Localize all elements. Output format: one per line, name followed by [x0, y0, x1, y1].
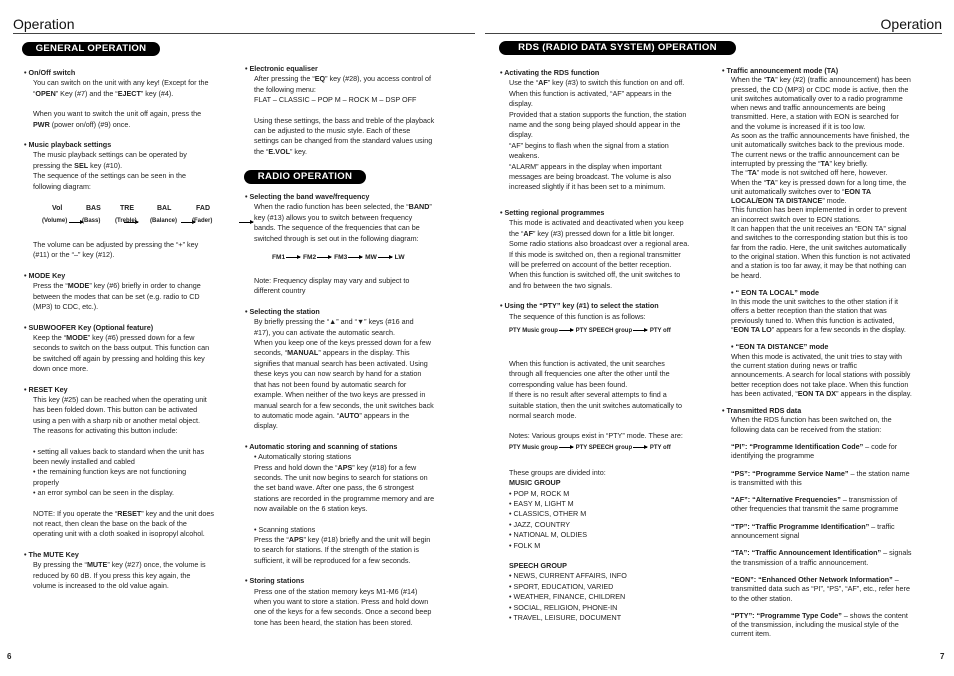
arrow-icon — [348, 257, 362, 258]
text: Using these settings, the bass and treble of the playback — [254, 115, 435, 125]
list-item: • POP M, ROCK M — [509, 488, 570, 498]
text: Note: Frequency display may vary and subject to — [254, 276, 410, 286]
text: transmitted data such as “PI”, “PS”, “AF”, etc., refer here — [731, 584, 910, 594]
text: far from the radio. Here, the unit switches automatically — [731, 242, 907, 252]
text: weakens. — [509, 151, 540, 161]
text: interrupted by pressing the “TA” key briefly. — [731, 158, 868, 168]
pty-speech-group: PTY SPEECH group — [575, 445, 633, 451]
text: After pressing the “EQ” key (#28), you access control of — [254, 74, 431, 84]
heading-auto-store: • Automatic storing and scanning of stations — [245, 441, 398, 451]
text: • Automatically storing stations — [254, 452, 352, 462]
text: between the modes that can be set (e.g. radio to CD — [33, 291, 200, 301]
text: suitable station, then the unit switches automatically to — [509, 400, 682, 410]
section-general-operation: GENERAL OPERATION — [22, 42, 160, 56]
band-lw: LW — [394, 254, 405, 261]
text: bands. The sequence of the frequencies that can be — [254, 223, 420, 233]
text: now available on the 6 station keys. — [254, 504, 368, 514]
text: through all frequencies one after the other until the — [509, 369, 670, 379]
list-item: • SOCIAL, RELIGION, PHONE-IN — [509, 602, 618, 612]
text: When this function is activated, the unit searches — [509, 358, 665, 368]
heading-music-playback: • Music playback settings — [24, 140, 112, 150]
text: one of the keys for a few seconds. Once a second beep — [254, 607, 432, 617]
text: identifying the programme — [731, 451, 815, 461]
heading-reset: • RESET Key — [24, 384, 68, 394]
heading-traffic: • Traffic announcement mode (TA) — [722, 66, 839, 75]
text: These groups are divided into: — [509, 467, 606, 477]
list-item: • FOLK M — [509, 540, 541, 550]
pty-off: PTY off — [649, 445, 671, 451]
band-sequence-diagram — [272, 254, 405, 261]
text: The current news or the traffic announcement can be — [731, 149, 900, 159]
text: “EON TA LO” appears for a few seconds in the display. — [731, 325, 906, 335]
heading-mute: • The MUTE Key — [24, 549, 79, 559]
band-fm2: FM2 — [303, 254, 317, 261]
arrow-icon — [559, 330, 573, 331]
pty-sequence-diagram-2 — [509, 445, 671, 451]
column-equaliser — [245, 64, 460, 157]
text: following data can be received from the station: — [731, 424, 882, 434]
text: the “E.VOL” key. — [254, 146, 308, 156]
text: If there is no result after several attempts to find a — [509, 390, 667, 400]
text: When this mode is activated, the unit tries to stay with — [731, 351, 902, 361]
text: The reasons for activating this button include: — [33, 426, 178, 436]
text: seconds to switch on the bass output. This function can — [33, 343, 210, 353]
text: Provided that a station supports the function, the station — [509, 109, 687, 119]
text: down once more. — [33, 364, 89, 374]
list-item: • NATIONAL M, OLDIES — [509, 530, 587, 540]
text: tone has been heard, the station has been stored. — [254, 617, 413, 627]
list-item: • NEWS, CURRENT AFFAIRS, INFO — [509, 571, 627, 581]
pty-music-group: PTY Music group — [509, 445, 558, 451]
text: In this mode the unit switches to the other station if it — [731, 297, 898, 307]
arrow-icon — [286, 257, 300, 258]
page-title-right: Operation — [880, 16, 942, 32]
text: When the RDS function has been switched on, the — [731, 415, 892, 425]
heading-band: • Selecting the band wave/frequency — [245, 192, 370, 201]
eq-key-fad: FAD — [196, 205, 210, 212]
text: When you want to switch the unit off again, press the — [33, 109, 202, 119]
text: to automatic mode again. “AUTO” appears in the — [254, 410, 410, 420]
arrow-icon — [69, 222, 83, 223]
text: volume is increased to the old value again. — [33, 581, 169, 591]
list-item: • CLASSICS, OTHER M — [509, 509, 587, 519]
text: when you want to store a station. Press and hold down — [254, 597, 429, 606]
rds-code-pty: “PTY”: “Programme Type Code” – shows the content — [731, 610, 908, 620]
text: using a pen with a sharp nib or another metal object. — [33, 415, 201, 425]
text: and switches to the corresponding station but this is too — [731, 233, 908, 243]
heading-equaliser: • Electronic equaliser — [245, 64, 318, 73]
text: offers a better reception than the station that was — [731, 306, 887, 316]
pty-speech-group: PTY SPEECH group — [575, 328, 633, 334]
arrow-icon — [559, 447, 573, 448]
page-number-left: 6 — [7, 652, 12, 661]
text: stations are recorded in the programme memory and are — [254, 493, 435, 503]
text: Press the “MODE” key (#6) briefly in order to change — [33, 281, 201, 291]
pty-sequence-diagram — [509, 328, 671, 334]
text: name and the song being played should appear in the — [509, 120, 681, 130]
list-item: • EASY M, LIGHT M — [509, 499, 574, 508]
text: can be adjusted to the music style. Each of these — [254, 126, 411, 136]
heading-storing: • Storing stations — [245, 576, 305, 586]
text: Keep the “MODE” key (#6) pressed down for a few — [33, 332, 195, 342]
section-radio-operation: RADIO OPERATION — [244, 170, 366, 184]
text: of the transmission, including the musical style of the — [731, 620, 899, 630]
text: to search for stations. If the strength of the station is — [254, 545, 420, 555]
text: • the remaining function keys are not functioning — [33, 467, 187, 477]
text: example. When neither of the two keys are pressed in — [254, 390, 426, 400]
text: better reception does not take place. When this function — [731, 379, 909, 389]
text: When this function is activated, “AF” appears in the — [509, 88, 672, 98]
text: display. — [254, 421, 278, 431]
text: the following menu: — [254, 84, 316, 94]
band-fm1: FM1 — [272, 254, 286, 261]
text: not react, then clean the base on the back of the — [33, 519, 187, 528]
text: When the “TA” key (#2) (traffic announcement) has been — [731, 75, 911, 85]
text: key (#13) allows you to switch between frequency — [254, 212, 413, 222]
text: the “AF” key (#3) pressed down for a little bit longer. — [509, 228, 675, 238]
text: Some radio stations also broadcast over a regional area. — [509, 239, 690, 249]
list-item: • TRAVEL, LEISURE, DOCUMENT — [509, 613, 622, 623]
column-traffic — [722, 66, 944, 639]
text: these keys you can now search by hand for a station — [254, 369, 422, 379]
text: Press and hold down the “APS” key (#18) for a few — [254, 462, 417, 472]
pty-off: PTY off — [649, 328, 671, 334]
text: and fro between the two signals. — [509, 280, 613, 290]
text: other frequencies that transmit the same programme — [731, 504, 899, 514]
arrow-icon — [317, 257, 331, 258]
text: “ALARM” appears in the display when important — [509, 161, 662, 171]
rds-code-pi: “PI”: “Programme Identification Code” – code for — [731, 441, 898, 451]
text: the transmission of a traffic announcement. — [731, 557, 869, 567]
text: reduced by 60 dB. If you press this key again, the — [33, 570, 191, 580]
text: pressing the SEL key (#10). — [33, 160, 123, 170]
text: display. — [509, 99, 533, 109]
column-rds-operation — [500, 68, 712, 623]
text: announcements. A search for local stations with possibly — [731, 370, 911, 380]
list-item: • JAZZ, COUNTRY — [509, 519, 571, 529]
text: messages are being broadcast. The volume is also — [509, 172, 672, 182]
music-group-title: MUSIC GROUP — [509, 478, 561, 488]
text: If this mode is switched on, then a regional transmitter — [509, 249, 681, 259]
text: (#11) or the “–” key (#12). — [33, 250, 115, 260]
heading-transmitted-rds: • Transmitted RDS data — [722, 406, 802, 416]
text: following diagram: — [33, 181, 91, 191]
eq-key-bas: BAS — [86, 205, 101, 212]
text: when news and traffic announcements are being — [731, 103, 886, 113]
text: You can switch on the unit with any key! (Except for the — [33, 78, 209, 88]
text: settings can be changed from the standard values using — [254, 136, 433, 146]
text: When you keep one of the keys pressed down for a few — [254, 338, 431, 348]
text: This function has been implemented in order to prevent — [731, 205, 907, 215]
text: signifies that manual search has been activated. Using — [254, 358, 428, 368]
text: be switched off again by pressing and holding this key — [33, 353, 205, 363]
text: is transmitted with this — [731, 477, 802, 487]
heading-eon-local: • “ EON TA LOCAL” mode — [731, 287, 819, 297]
text: seconds, “MANUAL” appears in the display. This — [254, 348, 410, 358]
header-rule-right — [485, 33, 942, 34]
text: properly — [33, 477, 59, 487]
text: unit switches automatically over to a radio programme — [731, 93, 903, 103]
text: • an error symbol can be seen in the display. — [33, 488, 175, 498]
arrow-icon — [633, 447, 647, 448]
text: The “TA” mode is not switched off here, however. — [731, 168, 888, 178]
heading-onoff: • On/Off switch — [24, 68, 76, 77]
text: “AF” begins to flash when the signal from a station — [509, 140, 669, 150]
text: #17), you can activate the automatic search. — [254, 327, 396, 337]
text: This mode is activated and deactivated when you keep — [509, 218, 684, 228]
text: The sequence of the settings can be seen in the — [33, 171, 187, 181]
text: has been activated, “EON TA DX” appears in the display. — [731, 388, 912, 398]
page-title-left: Operation — [13, 16, 75, 32]
heading-activating-rds: • Activating the RDS function — [500, 68, 600, 77]
text: The sequence of this function is as follows: — [509, 311, 646, 321]
text: Press one of the station memory keys M1-M6 (#14) — [254, 586, 418, 596]
speech-group-title: SPEECH GROUP — [509, 561, 567, 571]
text: switched through is set out in the following diagram: — [254, 233, 419, 243]
text: Notes: Various groups exist in “PTY” mode. These are: — [509, 431, 683, 441]
arrow-icon — [633, 330, 647, 331]
text: been newly installed and cabled — [33, 456, 135, 466]
heading-pty: • Using the “PTY” key (#1) to select the station — [500, 301, 659, 311]
eq-label-treble: (Treble) — [115, 218, 137, 224]
eq-label-fader: (Fader) — [192, 218, 213, 224]
text: increased slightly if it has been set to a minimum. — [509, 182, 666, 192]
text: By briefly pressing the “▲” and “▼” keys (#16 and — [254, 317, 414, 327]
text: Press the “APS” key (#18) briefly and the unit will begin — [254, 534, 431, 544]
text: normal search mode. — [509, 410, 577, 420]
heading-eon-distance: • “EON TA DISTANCE” mode — [731, 342, 829, 352]
text: NOTE: If you operate the “RESET” key and the unit does — [33, 508, 214, 518]
text: (MP3) to CDC, etc.). — [33, 302, 99, 312]
text: that has not been found by automatic search for — [254, 379, 407, 389]
text: unit automatically switches over to “EON TA — [731, 186, 872, 196]
text: and a station is too far away, it may be that nothing can — [731, 261, 907, 271]
text: By pressing the “MUTE” key (#27) once, the volume is — [33, 560, 206, 570]
text: operating unit with a cloth soaked in isopropyl alcohol. — [33, 529, 205, 539]
text: and the volume is increased if it is too low. — [731, 121, 866, 131]
eq-key-bal: BAL — [157, 205, 172, 212]
text: PWR (power on/off) (#9) once. — [33, 119, 131, 129]
text: manual search for a few seconds, the unit switches back — [254, 400, 434, 410]
text: the current station during news or traffic — [731, 360, 858, 370]
text: As soon as the traffic announcements have finished, the — [731, 131, 910, 141]
text: When the radio function has been selected, the “BAND” — [254, 202, 432, 212]
section-rds-operation: RDS (RADIO DATA SYSTEM) OPERATION — [499, 41, 736, 55]
text: “OPEN” Key (#7) and the “EJECT” key (#4). — [33, 88, 174, 98]
text: • setting all values back to standard when the unit has — [33, 446, 205, 456]
text: This key (#25) can be reached when the operating unit — [33, 394, 207, 404]
rds-code-eon: “EON”: “Enhanced Other Network Information” – — [731, 574, 899, 584]
text: be heard. — [731, 270, 762, 280]
rds-code-af: “AF”: “Alternative Frequencies” – transmission of — [731, 495, 898, 505]
text: previously tuned to. When this function is activated, — [731, 315, 895, 325]
text: Use the “AF” key (#3) to switch this function on and off. — [509, 78, 685, 88]
text: sufficient, it will be reproduced for a few seconds. — [254, 555, 411, 565]
column-general-operation — [24, 68, 236, 591]
band-fm3: FM3 — [334, 254, 348, 261]
heading-station: • Selecting the station — [245, 306, 320, 316]
heading-regional: • Setting regional programmes — [500, 207, 605, 217]
text: has been folded down. This button can be activated — [33, 405, 198, 415]
eq-label-balance: (Balance) — [150, 218, 178, 224]
text: LOCAL/EON TA DISTANCE” mode. — [731, 196, 847, 206]
text: transmitted. Here, a station with EON is searched for — [731, 112, 899, 122]
eq-key-tre: TRE — [120, 205, 134, 212]
text: display. — [509, 130, 533, 140]
text: unit automatically switches back to the previous mode. — [731, 140, 905, 150]
eq-key-vol: Vol — [52, 205, 63, 212]
eq-label-volume: (Volume) — [42, 218, 68, 224]
heading-mode-key: • MODE Key — [24, 270, 66, 280]
text: current item. — [731, 629, 771, 639]
page-number-right: 7 — [940, 652, 945, 661]
text: announcement signal — [731, 531, 800, 541]
text: different country — [254, 286, 306, 296]
text: corresponding value has been found. — [509, 379, 628, 389]
rds-code-tp: “TP”: “Traffic Programme Identification” – traffic — [731, 521, 895, 531]
arrow-icon — [378, 257, 392, 258]
list-item: • WEATHER, FINANCE, CHILDREN — [509, 592, 626, 602]
band-mw: MW — [365, 254, 377, 261]
heading-subwoofer: • SUBWOOFER Key (Optional feature) — [24, 322, 154, 332]
text: to the original station. When this function is not activated — [731, 251, 911, 261]
eq-label-bass: (Bass) — [82, 218, 101, 224]
text: • Scanning stations — [254, 524, 316, 534]
rds-code-ta: “TA”: “Traffic Announcement Identification” – signals — [731, 548, 912, 558]
text: the set band wave. After one pass, the 6 strongest — [254, 483, 414, 493]
rds-code-ps: “PS”: “Programme Service Name” – the station name — [731, 468, 910, 478]
text: When the “TA” key is pressed down for a long time, the — [731, 177, 907, 187]
text: to the other station. — [731, 593, 793, 603]
text: an incorrect switch over to EON stations. — [731, 214, 861, 224]
text: The volume can be adjusted by pressing the “+” key — [33, 240, 199, 250]
pty-music-group: PTY Music group — [509, 328, 558, 334]
text: will be preferred on account of the better reception. — [509, 259, 672, 269]
list-item: • SPORT, EDUCATION, VARIED — [509, 581, 614, 591]
text: FLAT – CLASSIC – POP M – ROCK M – DSP OFF — [254, 95, 417, 105]
header-rule-left — [13, 33, 475, 34]
text: pressed, the CD (MP3) or CDC mode is active, then the — [731, 84, 909, 94]
text: The music playback settings can be operated by — [33, 150, 187, 160]
text: seconds. The unit now begins to search for stations on — [254, 472, 428, 482]
text: It can happen that the unit receives an “EON TA” signal — [731, 224, 907, 234]
text: When this function is switched off, the unit switches to — [509, 270, 681, 280]
